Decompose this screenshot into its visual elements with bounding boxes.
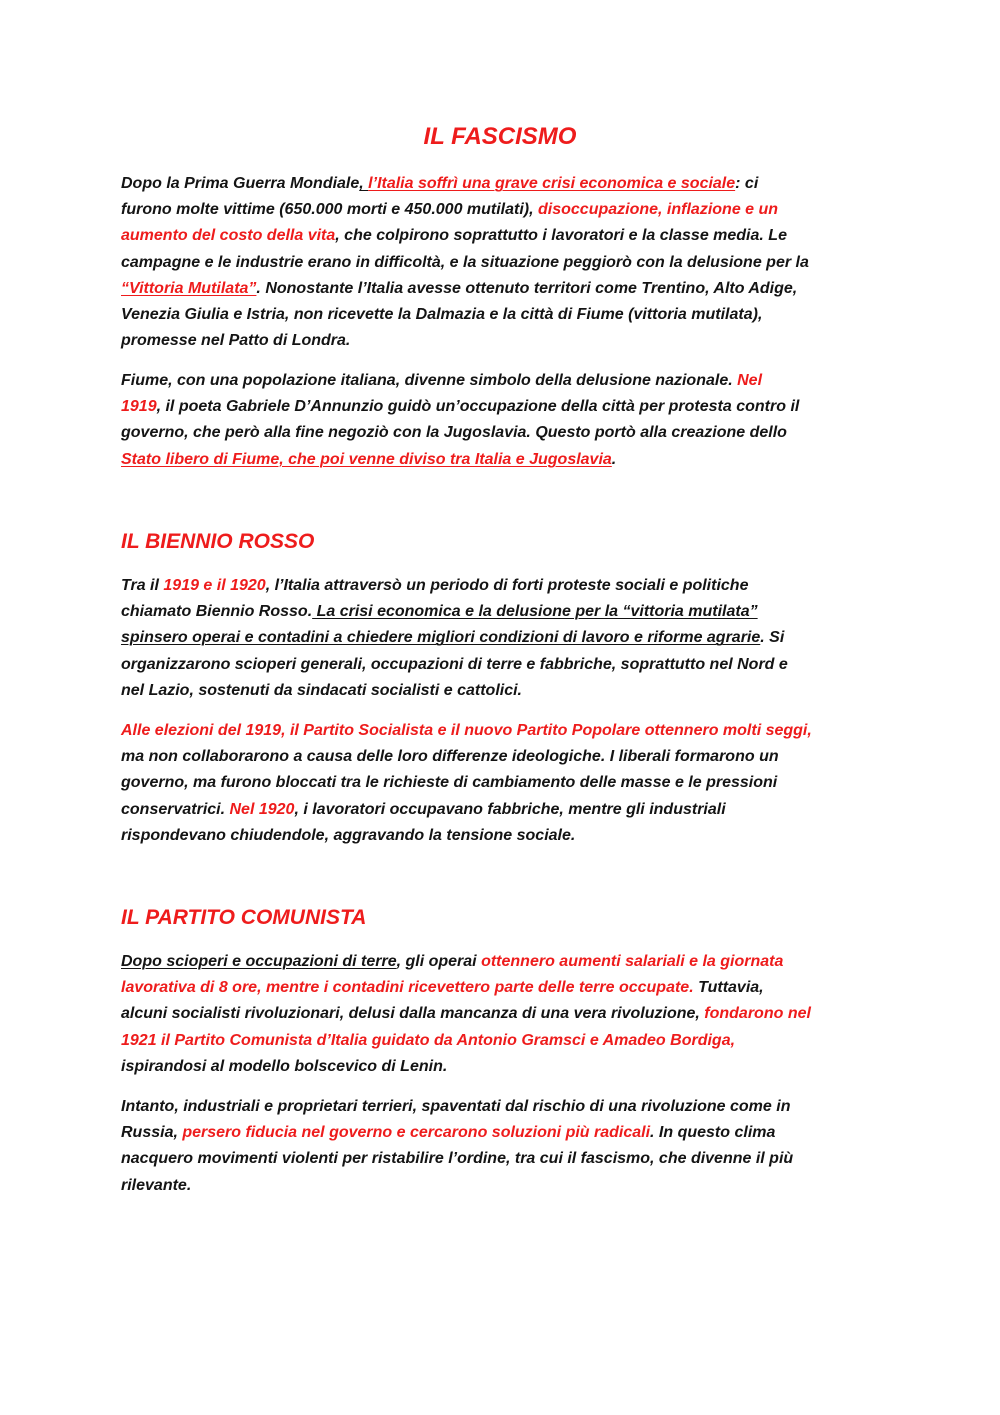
text-run: nel Lazio, sostenuti da sindacati socialisti e cattolici.: [121, 681, 522, 699]
text-run: promesse nel Patto di Londra.: [121, 332, 351, 350]
highlight-text: “Vittoria Mutilata”: [121, 279, 257, 297]
text-run: , il poeta Gabriele D’Annunzio guidò un’occupazione della città per protesta contro il: [156, 398, 800, 416]
text-run: , i lavoratori occupavano fabbriche, mentre gli industriali: [294, 800, 726, 818]
text-run: nacquero movimenti violenti per ristabilire l’ordine, tra cui il fascismo, che divenne il più: [121, 1150, 794, 1168]
paragraph-fiume: [121, 368, 883, 473]
text-run: , l’Italia attraversò un periodo di forti proteste sociali e politiche: [265, 577, 749, 594]
text-run: rispondevano chiudendole, aggravando la tensione sociale.: [121, 826, 576, 844]
text-run: governo, che però alla fine negoziò con la Jugoslavia. Questo portò alla creazione dello: [121, 424, 787, 442]
text-run: . Si: [760, 629, 785, 647]
text-run: Fiume, con una popolazione italiana, divenne simbolo della delusione nazionale.: [121, 372, 738, 389]
underlined-text: La crisi economica e la delusione per la “vittoria mutilata”: [312, 603, 758, 621]
text-run: campagne e le industrie erano in difficoltà, e la situazione peggiorò con la delusione per la: [121, 253, 809, 271]
highlight-text: Nel: [737, 372, 763, 389]
underlined-text: spinsero operai e contadini a chiedere migliori condizioni di lavoro e riforme agrarie: [121, 629, 761, 647]
text-run: governo, ma furono bloccati tra le richieste di cambiamento delle masse e le pressioni: [121, 774, 778, 792]
text-run: chiamato Biennio Rosso.: [121, 603, 313, 621]
highlight-text: ottennero aumenti salariali e la giornata: [481, 953, 784, 970]
highlight-text: Nel 1920: [229, 800, 295, 818]
text-run: organizzarono scioperi generali, occupazioni di terre e fabbriche, soprattutto nel Nord e: [121, 655, 788, 673]
text-run: . In questo clima: [650, 1124, 776, 1142]
text-run: ma non collaborarono a causa delle loro differenze ideologiche. I liberali formarono un: [121, 748, 779, 766]
highlight-text: lavorativa di 8 ore, mentre i contadini ricevettero parte delle terre occupate.: [121, 979, 694, 997]
text-run: alcuni socialisti rivoluzionari, delusi dalla mancanza di una vera rivoluzione,: [121, 1005, 705, 1023]
text-run: rilevante.: [121, 1176, 192, 1194]
paragraph-intro: [121, 171, 883, 354]
section-heading-partito-comunista: IL PARTITO COMUNISTA: [121, 906, 367, 929]
underlined-text: Dopo scioperi e occupazioni di terre: [121, 953, 397, 970]
text-run: Russia,: [121, 1124, 183, 1142]
text-run: Dopo la Prima Guerra Mondiale: [121, 175, 360, 192]
highlight-text: disoccupazione, inflazione e un: [538, 201, 779, 219]
highlight-text: fondarono nel: [704, 1005, 811, 1023]
highlight-text: 1919 e il 1920: [163, 577, 266, 594]
paragraph-fascismo-origini: [121, 1094, 883, 1199]
text-run: , gli operai: [396, 953, 482, 970]
highlight-text: 1921 il Partito Comunista d’Italia guidato da Antonio Gramsci e Amadeo Bordiga,: [121, 1031, 736, 1049]
text-run: conservatrici.: [121, 800, 230, 818]
paragraph-comunista: [121, 949, 883, 1080]
text-run: Intanto, industriali e proprietari terrieri, spaventati dal rischio di una rivoluzione come in: [121, 1098, 791, 1115]
text-run: : ci: [735, 175, 759, 192]
text-run: ispirandosi al modello bolscevico di Lenin.: [121, 1057, 448, 1075]
highlight-text: l’Italia soffrì una grave crisi economica e sociale: [368, 175, 736, 192]
text-run: .: [611, 450, 617, 468]
text-run: furono molte vittime (650.000 morti e 450.000 mutilati),: [121, 201, 539, 219]
paragraph-biennio: [121, 573, 883, 704]
text-run: Tra il: [121, 577, 164, 594]
highlight-text: persero fiducia nel governo e cercarono soluzioni più radicali: [182, 1124, 651, 1142]
page-title: IL FASCISMO: [423, 123, 577, 150]
highlight-text: Stato libero di Fiume, che poi venne diviso tra Italia e Jugoslavia: [121, 450, 612, 468]
section-heading-biennio-rosso: IL BIENNIO ROSSO: [121, 530, 315, 553]
highlight-text: 1919: [121, 398, 157, 416]
text-run: . Nonostante l’Italia avesse ottenuto territori come Trentino, Alto Adige,: [256, 279, 798, 297]
highlight-text: Alle elezioni del 1919, il Partito Socialista e il nuovo Partito Popolare ottennero molti seggi,: [121, 722, 812, 739]
highlight-text: aumento del costo della vita: [121, 227, 336, 245]
text-run: ,: [359, 175, 369, 192]
paragraph-elezioni: [121, 718, 883, 849]
text-run: Tuttavia,: [693, 979, 764, 997]
text-run: Venezia Giulia e Istria, non ricevette la Dalmazia e la città di Fiume (vittoria mutilata),: [121, 306, 763, 324]
text-run: , che colpirono soprattutto i lavoratori e la classe media. Le: [335, 227, 787, 245]
